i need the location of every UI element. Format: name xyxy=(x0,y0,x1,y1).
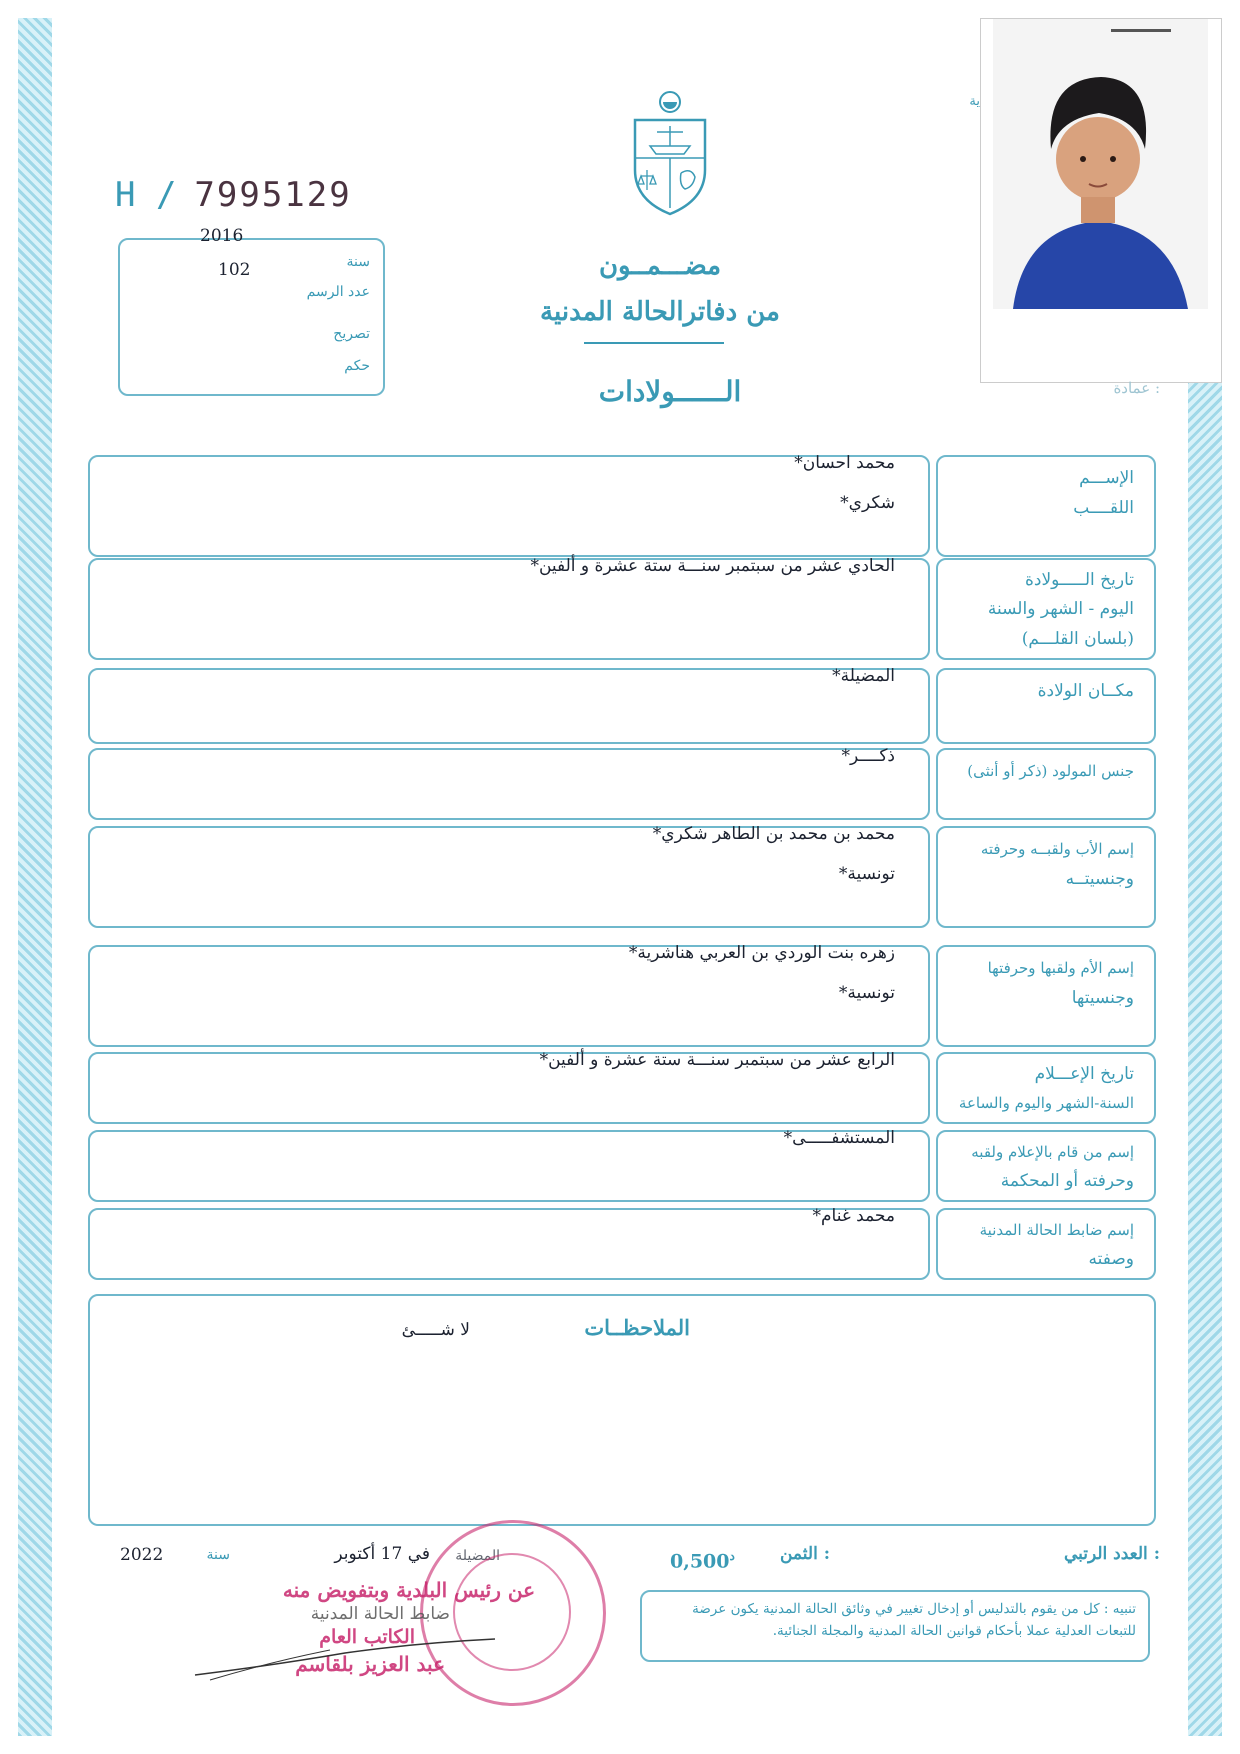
price-amount: 0,500 xyxy=(670,1550,730,1573)
field-label: إسم ضابط الحالة المدنية xyxy=(979,1221,1134,1239)
serial-value: 7995129 xyxy=(194,175,352,215)
price-label: الثمن : xyxy=(779,1544,830,1564)
registry-year-value: 2016 xyxy=(200,226,244,246)
field-label: اليوم - الشهر والسنة xyxy=(987,599,1134,620)
field-label: وصفته xyxy=(1088,1249,1134,1269)
field-label: اللقــــب xyxy=(1073,498,1134,518)
field-label: إسم الأم ولقبها وحرفتها xyxy=(987,959,1134,977)
field-label: إسم الأب ولقبــه وحرفته xyxy=(980,840,1134,858)
field-value: شكري* xyxy=(840,493,895,513)
field-label: إسم من قام بالإعلام ولقبه xyxy=(971,1143,1134,1161)
handwritten-signature xyxy=(190,1630,510,1690)
tunisia-coat-of-arms-icon xyxy=(625,88,715,218)
photo-side-text-bottom: عمادة : xyxy=(1113,379,1160,397)
field-value: تونسية* xyxy=(838,983,895,1003)
signature-line4: عبد العزيز بلقاسم xyxy=(295,1652,445,1676)
field-label: وحرفته أو المحكمة xyxy=(1000,1171,1134,1191)
field-label: جنس المولود (ذكر أو أنثى) xyxy=(967,762,1134,780)
legal-notice: تنبيه : كل من يقوم بالتدليس أو إدخال تغيير في وثائق الحالة المدنية يكون عرضة للتبعات العدلية عملا بأحكام قوانين الحالة المدنية والمجلة الجنائية. xyxy=(640,1590,1150,1662)
child-photo xyxy=(980,18,1222,383)
footer-year-value: 2022 xyxy=(120,1545,164,1565)
serial-number xyxy=(115,175,352,215)
field-value: ذكــــر* xyxy=(841,746,895,766)
field-label: تاريخ الإعـــلام xyxy=(1034,1064,1134,1084)
title-underline xyxy=(584,342,724,344)
field-label: مكــان الولادة xyxy=(1037,681,1134,701)
field-label: (بلسان القلـــم) xyxy=(1021,628,1134,649)
field-value: المستشفـــــى* xyxy=(783,1128,895,1148)
field-value: المضيلة* xyxy=(832,666,895,686)
section-title-births: الــــــولادات xyxy=(598,375,742,408)
price-unit: د xyxy=(729,1549,735,1563)
footer-year-label: سنة xyxy=(206,1547,230,1563)
field-value: الحادي عشر من سبتمبر سنـــة ستة عشرة و ألفين* xyxy=(530,556,895,576)
field-label: السنة-الشهر واليوم والساعة xyxy=(958,1094,1134,1112)
field-label: تاريخ الـــــولادة xyxy=(1025,570,1134,590)
serial-prefix: H / xyxy=(115,175,177,215)
signature-line3: الكاتب العام xyxy=(319,1626,415,1648)
field-value: تونسية* xyxy=(838,864,895,884)
photo-staple xyxy=(1111,29,1171,32)
field-value: محمد بن محمد بن الطاهر شكري* xyxy=(652,824,895,844)
field-value: زهره بنت الوردي بن العربي هناشرية* xyxy=(628,943,895,963)
registry-year-label: سنة xyxy=(346,254,370,270)
remarks-value: لا شـــــئ xyxy=(401,1320,470,1340)
photo-side-text-top: ية xyxy=(969,94,980,109)
registry-judgment-label: حكم xyxy=(344,358,370,374)
field-label: وجنسيتــه xyxy=(1065,869,1134,889)
field-value: محمد احسان* xyxy=(794,453,895,473)
footer-place: المضيلة xyxy=(455,1548,500,1564)
field-label: وجنسيتها xyxy=(1071,988,1134,1008)
signature-line2: ضابط الحالة المدنية xyxy=(310,1604,450,1624)
footer-date: في 17 أكتوبر xyxy=(334,1544,430,1564)
document-title-line2: من دفاترالحالة المدنية xyxy=(540,297,780,327)
document-title-line1: مضـــمــون xyxy=(598,251,722,281)
registry-record-label: عدد الرسم xyxy=(306,284,370,300)
portrait-photo xyxy=(993,19,1208,309)
field-value: الرابع عشر من سبتمبر سنـــة ستة عشرة و ألفين* xyxy=(539,1050,895,1070)
field-label: الإســـم xyxy=(1079,468,1134,488)
remarks-label: الملاحظــات xyxy=(584,1315,690,1340)
price-value xyxy=(670,1542,750,1575)
registry-record-value: 102 xyxy=(218,260,251,280)
registry-declaration-label: تصريح xyxy=(333,326,370,342)
signature-line1: عن رئيس البلدية وبتفويض منه xyxy=(282,1578,535,1602)
field-value: محمد غنام* xyxy=(812,1206,895,1226)
serial-order-label: العدد الرتبي : xyxy=(1063,1544,1160,1564)
